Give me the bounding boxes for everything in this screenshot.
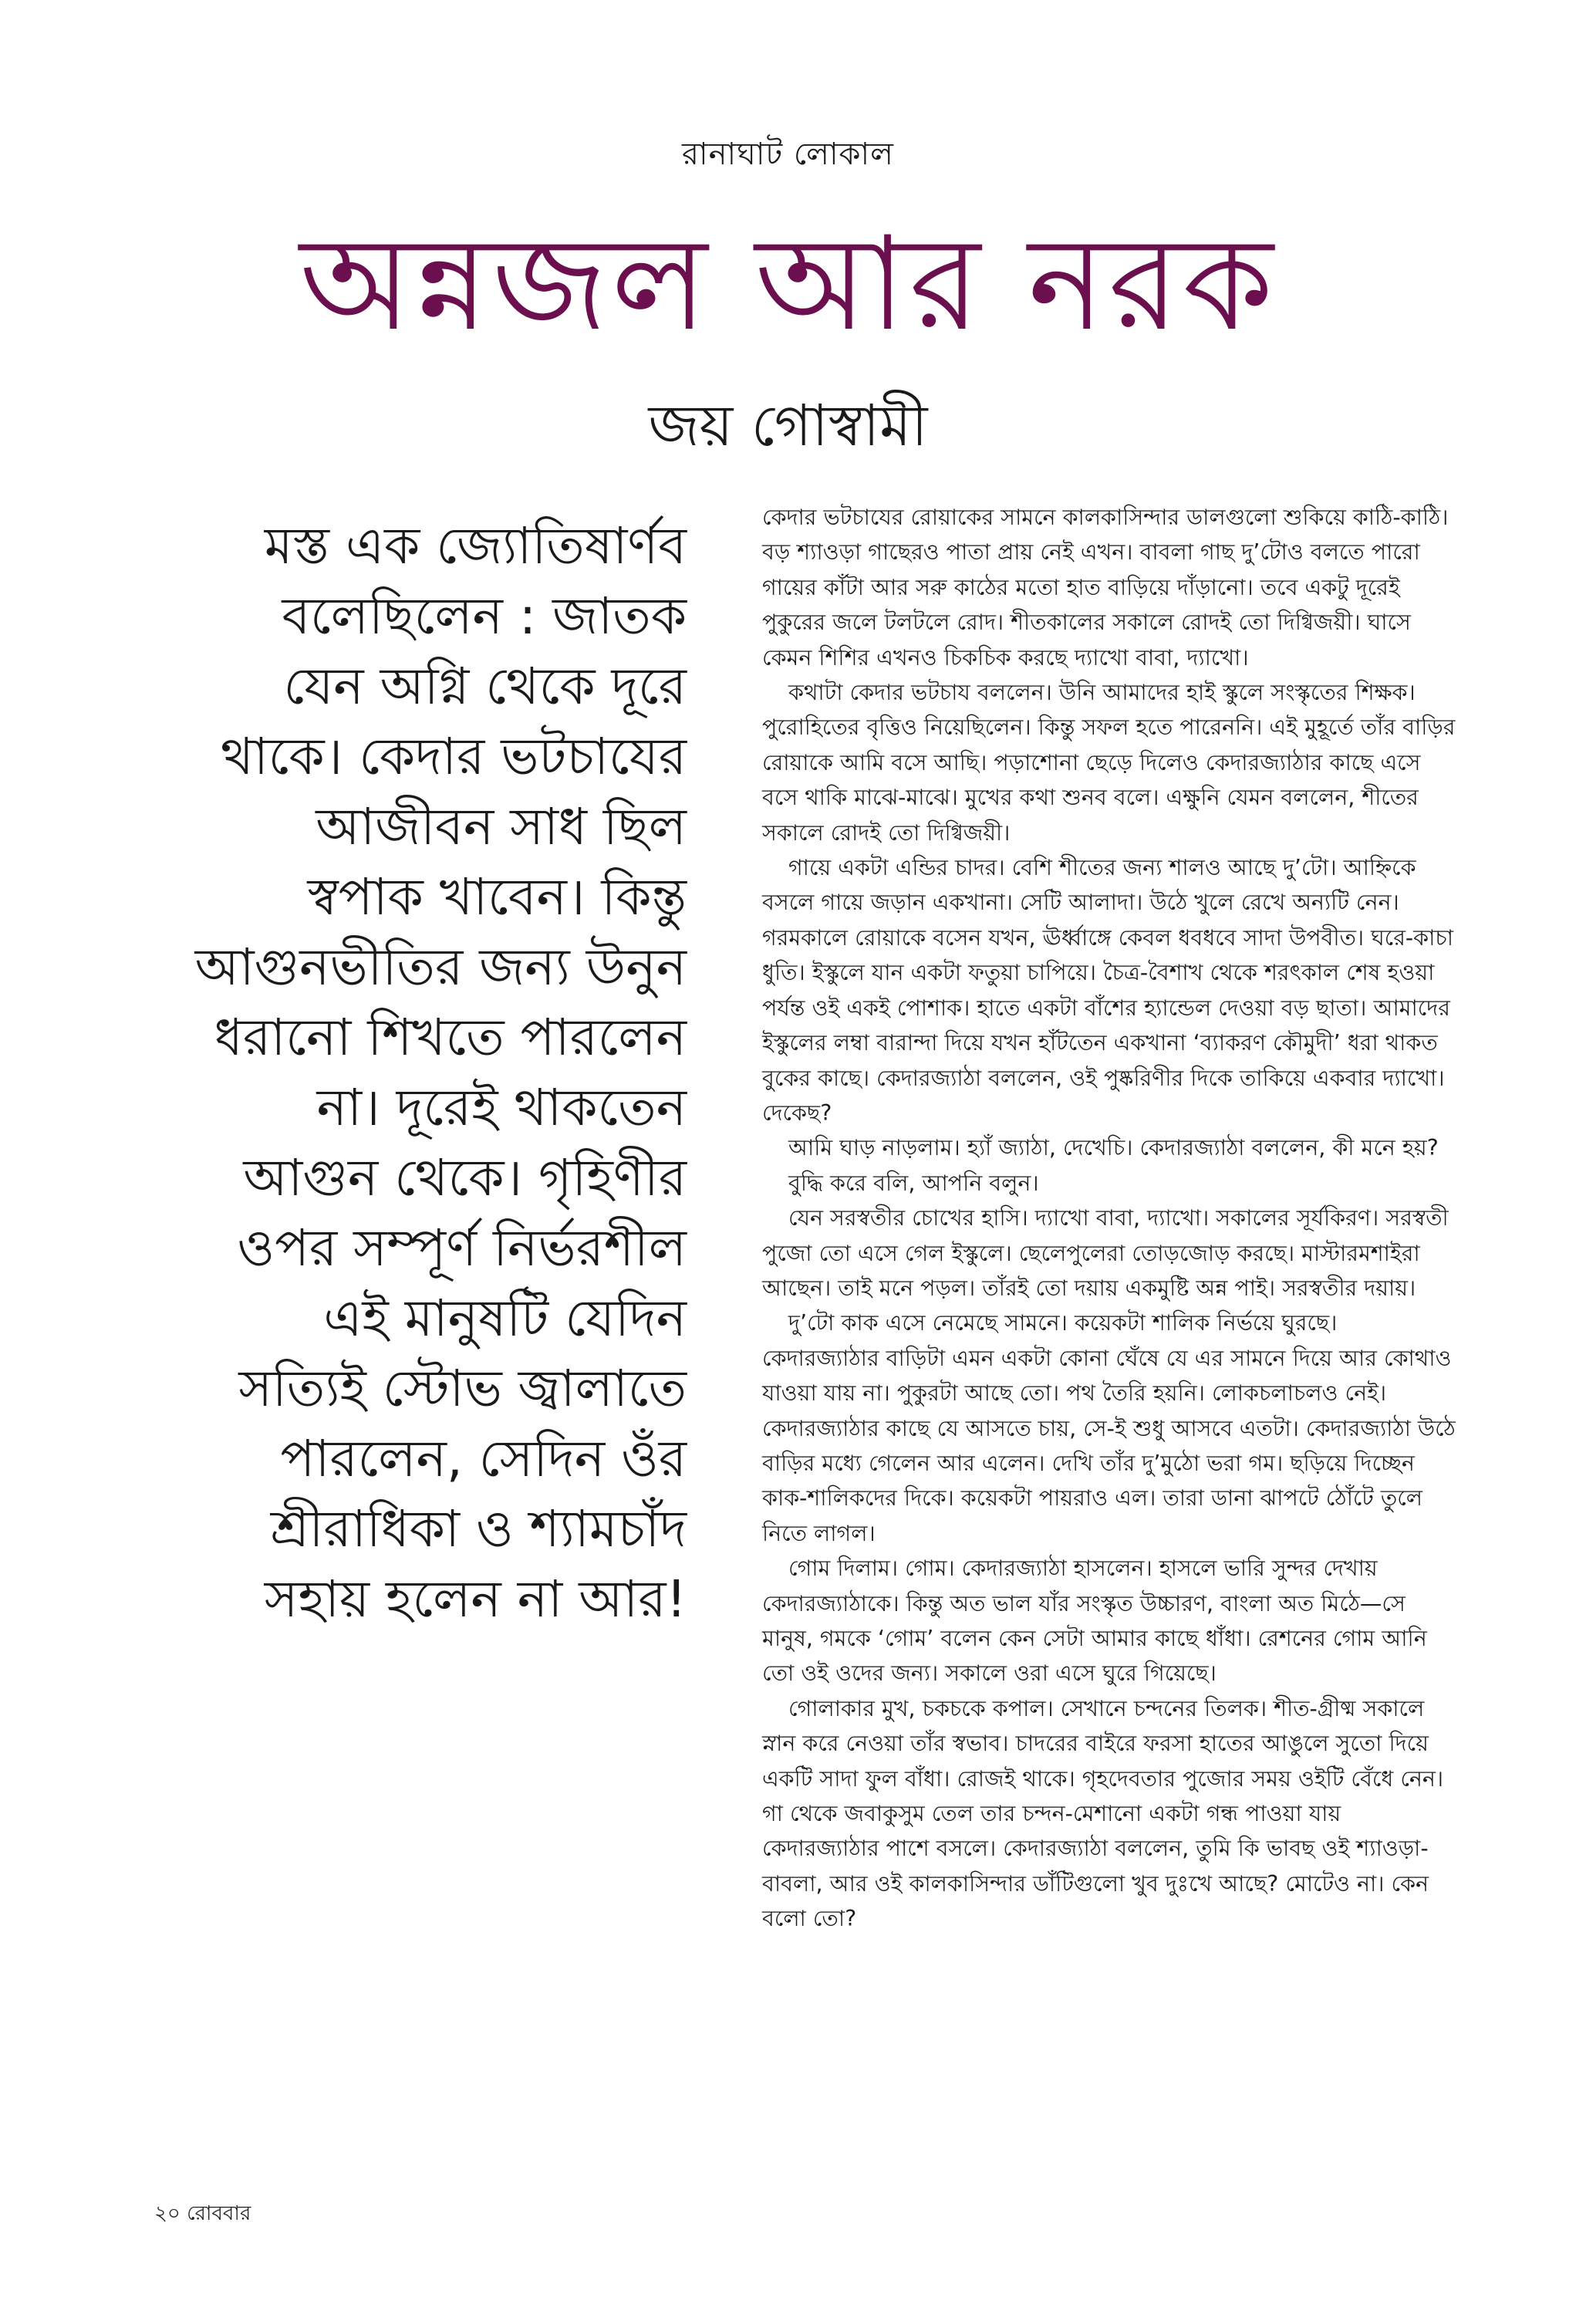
body-paragraph: আমি ঘাড় নাড়লাম। হ্যাঁ জ্যাঠা, দেখেচি। কেদারজ্যাঠা বললেন, কী মনে হয়? bbox=[788, 1135, 1439, 1161]
pull-quote-line: পারলেন, সেদিন ওঁর bbox=[280, 1429, 687, 1488]
body-paragraph: গোম দিলাম। গোম। কেদারজ্যাঠা হাসলেন। হাসলে ভারি সুন্দর দেখায় কেদারজ্যাঠাকে। কিন্তু অত ভাল যাঁর সংস্কৃত উচ্চারণ, বাংলা অত মিঠে—সে মানুষ, গমকে ‘গোম’ বলেন কেন সেটা আমার কাছে ধাঁধা। রেশনের গোম আনি তো ওই ওদের জন্য। সকালে ওরা এসে ঘুরে গিয়েছে। bbox=[762, 1556, 1427, 1687]
article-body bbox=[762, 500, 1456, 1937]
pull-quote-line: মস্ত এক জ্যোতিষার্ণব bbox=[264, 516, 687, 576]
page-folio: ২০ রোববার bbox=[154, 2202, 251, 2225]
pull-quote-line: শ্রীরাধিকা ও শ্যামচাঁদ bbox=[270, 1499, 687, 1559]
body-paragraph: দু’টো কাক এসে নেমেছে সামনে। কয়েকটা শালিক নির্ভয়ে ঘুরছে। কেদারজ্যাঠার বাড়িটা এমন একটা কোনা ঘেঁষে যে এর সামনে দিয়ে আর কোথাও যাওয়া যায় না। পুকুরটা আছে তো। পথ তৈরি হয়নি। লোকচলাচলও নেই। কেদারজ্যাঠার কাছে যে আসতে চায়, সে-ই শুধু আসবে এতটা। কেদারজ্যাঠা উঠে বাড়ির মধ্যে গেলেন আর এলেন। দেখি তাঁর দু’মুঠো ভরা গম। ছড়িয়ে দিচ্ছেন কাক-শালিকদের দিকে। কয়েকটা পায়রাও এল। তারা ডানা ঝাপটে ঠোঁটে তুলে নিতে লাগল। bbox=[762, 1310, 1456, 1546]
pull-quote-line: সত্যিই স্টোভ জ্বালাতে bbox=[238, 1359, 687, 1418]
pull-quote-line: ওপর সম্পূর্ণ নির্ভরশীল bbox=[237, 1218, 687, 1278]
body-paragraph: কেদার ভটচাযের রোয়াকের সামনে কালকাসিন্দার ডালগুলো শুকিয়ে কাঠি-কাঠি। বড় শ্যাওড়া গাছেরও পাতা প্রায় নেই এখন। বাবলা গাছ দু’টোও বলতে পারো গায়ের কাঁটা আর সরু কাঠের মতো হাত বাড়িয়ে দাঁড়ানো। তবে একটু দূরেই পুকুরের জলে টলটলে রোদ। শীতকালের সকালে রোদই তো দিগ্বিজয়ী। ঘাসে কেমন শিশির এখনও চিকচিক করছে দ্যাখো বাবা, দ্যাখো। bbox=[762, 505, 1449, 671]
body-paragraph: যেন সরস্বতীর চোখের হাসি। দ্যাখো বাবা, দ্যাখো। সকালের সূর্যকিরণ। সরস্বতী পুজো তো এসে গেল ইস্কুলে। ছেলেপুলেরা তোড়জোড় করছে। মাস্টারমশাইরা আছেন। তাই মনে পড়ল। তাঁরই তো দয়ায় একমুষ্টি অন্ন পাই। সরস্বতীর দয়ায়। bbox=[762, 1205, 1449, 1301]
article-title: অন্নজল আর নরক bbox=[299, 208, 1277, 360]
author-byline: জয় গোস্বামী bbox=[648, 393, 928, 459]
body-paragraph: কথাটা কেদার ভটচায বললেন। উনি আমাদের হাই স্কুলে সংস্কৃতের শিক্ষক। পুরোহিতের বৃত্তিও নিয়েছিলেন। কিন্তু সফল হতে পারেননি। এই মুহূর্তে তাঁর বাড়ির রোয়াকে আমি বসে আছি। পড়াশোনা ছেড়ে দিলেও কেদারজ্যাঠার কাছে এসে বসে থাকি মাঝে-মাঝে। মুখের কথা শুনব বলে। এক্ষুনি যেমন বললেন, শীতের সকালে রোদই তো দিগ্বিজয়ী। bbox=[762, 680, 1456, 846]
body-paragraph: গায়ে একটা এন্ডির চাদর। বেশি শীতের জন্য শালও আছে দু’টো। আহ্নিকে বসলে গায়ে জড়ান একখানা। সেটি আলাদা। উঠে খুলে রেখে অন্যটি নেন। গরমকালে রোয়াকে বসেন যখন, ঊর্ধ্বাঙ্গে কেবল ধবধবে সাদা উপবীত। ঘরে-কাচা ধুতি। ইস্কুলে যান একটা ফতুয়া চাপিয়ে। চৈত্র-বৈশাখ থেকে শরৎকাল শেষ হওয়া পর্যন্ত ওই একই পোশাক। হাতে একটা বাঁশের হ্যান্ডেল দেওয়া বড় ছাতা। আমাদের ইস্কুলের লম্বা বারান্দা দিয়ে যখন হাঁটতেন একখানা ‘ব্যাকরণ কৌমুদী’ ধরা থাকত বুকের কাছে। কেদারজ্যাঠা বললেন, ওই পুষ্করিণীর দিকে তাকিয়ে একবার দ্যাখো। দেকেছ? bbox=[762, 855, 1454, 1126]
pull-quote-line: সহায় হলেন না আর! bbox=[264, 1569, 687, 1629]
pull-quote-line: স্বপাক খাবেন। কিন্তু bbox=[307, 867, 687, 927]
body-paragraph: গোলাকার মুখ, চকচকে কপাল। সেখানে চন্দনের তিলক। শীত-গ্রীষ্ম সকালে স্নান করে নেওয়া তাঁর স্বভাব। চাদরের বাইরে ফরসা হাতের আঙুলে সুতো দিয়ে একটি সাদা ফুল বাঁধা। রোজই থাকে। গৃহদেবতার পুজোর সময় ওইটি বেঁধে নেন। গা থেকে জবাকুসুম তেল তার চন্দন-মেশানো একটা গন্ধ পাওয়া যায় কেদারজ্যাঠার পাশে বসলে। কেদারজ্যাঠা বললেন, তুমি কি ভাবছ ওই শ্যাওড়া-বাবলা, আর ওই কালকাসিন্দার ডাঁটিগুলো খুব দুঃখে আছে? মোটেও না। কেন বলো তো? bbox=[762, 1695, 1444, 1932]
pull-quote-line: বলেছিলেন : জাতক bbox=[282, 586, 687, 646]
pull-quote-line: না। দূরেই থাকতেন bbox=[316, 1078, 687, 1137]
pull-quote-line: থাকে। কেদার ভটচাযের bbox=[221, 727, 687, 786]
pull-quote-line: ধরানো শিখতে পারলেন bbox=[214, 1008, 687, 1067]
section-kicker: রানাঘাট লোকাল bbox=[682, 137, 894, 172]
pull-quote-line: আগুন থেকে। গৃহিণীর bbox=[243, 1148, 687, 1208]
body-paragraph: বুদ্ধি করে বলি, আপনি বলুন। bbox=[788, 1170, 1039, 1196]
pull-quote-line: এই মানুষটি যেদিন bbox=[323, 1289, 687, 1348]
pull-quote-line: আজীবন সাধ ছিল bbox=[316, 797, 687, 856]
pull-quote-line: যেন অগ্নি থেকে দূরে bbox=[283, 657, 687, 716]
pull-quote-line: আগুনভীতির জন্য উনুন bbox=[194, 937, 687, 997]
pull-quote bbox=[131, 511, 687, 1634]
